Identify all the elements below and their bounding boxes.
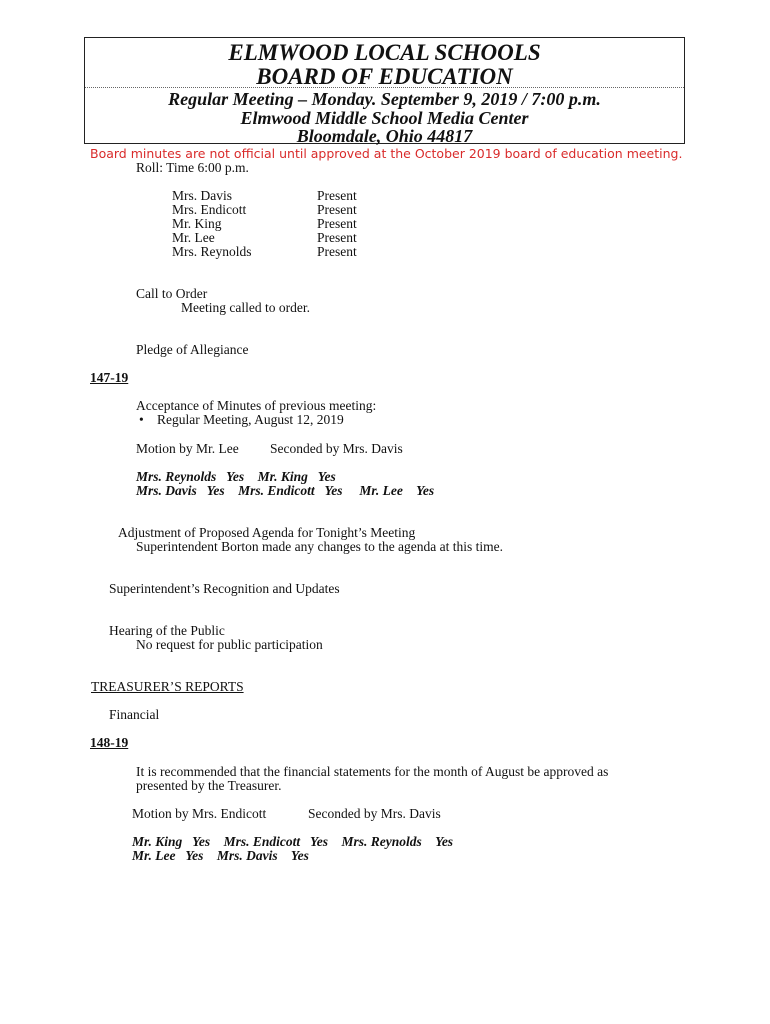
- hearing-text: No request for public participation: [136, 637, 323, 652]
- bullet-icon: •: [139, 412, 144, 427]
- vote-148-line-1: Mr. King Yes Mrs. Endicott Yes Mrs. Reynolds Yes: [132, 834, 454, 849]
- second-147: Seconded by Mrs. Davis: [270, 441, 403, 456]
- title-line-1: ELMWOOD LOCAL SCHOOLS: [228, 40, 541, 65]
- treasurer-heading: TREASURER’S REPORTS: [91, 679, 244, 694]
- header-divider: [85, 87, 684, 88]
- superintendent-heading: Superintendent’s Recognition and Updates: [109, 581, 340, 596]
- agenda-text: Superintendent Borton made any changes to the agenda at this time.: [136, 539, 504, 554]
- item-number-148: 148-19: [90, 735, 129, 750]
- minutes-acceptance-heading: Acceptance of Minutes of previous meeting:: [136, 398, 377, 413]
- roll-member-status: Present: [317, 230, 357, 245]
- financial-subheading: Financial: [109, 707, 160, 722]
- city-line: Bloomdale, Ohio 44817: [296, 126, 473, 146]
- financial-recommendation-line-2: presented by the Treasurer.: [136, 778, 282, 793]
- minutes-bullet-text: Regular Meeting, August 12, 2019: [157, 412, 344, 427]
- roll-member-status: Present: [317, 216, 357, 231]
- vote-147-line-1: Mrs. Reynolds Yes Mr. King Yes: [136, 469, 336, 484]
- second-148: Seconded by Mrs. Davis: [308, 806, 441, 821]
- roll-member-status: Present: [317, 244, 357, 259]
- roll-member-status: Present: [317, 188, 357, 203]
- financial-recommendation-line-1: It is recommended that the financial statements for the month of August be approved as: [136, 764, 609, 779]
- roll-member-name: Mrs. Davis: [172, 188, 232, 203]
- agenda-heading: Adjustment of Proposed Agenda for Tonight’s Meeting: [118, 525, 416, 540]
- roll-member-name: Mrs. Reynolds: [172, 244, 252, 259]
- roll-member-name: Mrs. Endicott: [172, 202, 247, 217]
- motion-147: Motion by Mr. Lee: [136, 441, 239, 456]
- title-line-2: BOARD OF EDUCATION: [256, 64, 513, 89]
- location-line: Elmwood Middle School Media Center: [240, 108, 529, 128]
- vote-147-line-2: Mrs. Davis Yes Mrs. Endicott Yes Mr. Lee Yes: [136, 483, 435, 498]
- approval-notice: Board minutes are not official until approved at the October 2019 board of education meeting.: [90, 146, 683, 161]
- call-to-order-heading: Call to Order: [136, 286, 208, 301]
- item-number-147: 147-19: [90, 370, 129, 385]
- header-box: [84, 37, 685, 144]
- hearing-heading: Hearing of the Public: [109, 623, 225, 638]
- pledge-heading: Pledge of Allegiance: [136, 342, 249, 357]
- call-to-order-text: Meeting called to order.: [181, 300, 310, 315]
- roll-member-name: Mr. Lee: [172, 230, 215, 245]
- vote-148-line-2: Mr. Lee Yes Mrs. Davis Yes: [132, 848, 309, 863]
- roll-member-name: Mr. King: [172, 216, 222, 231]
- motion-148: Motion by Mrs. Endicott: [132, 806, 267, 821]
- roll-label: Roll: Time 6:00 p.m.: [136, 160, 249, 175]
- meeting-line: Regular Meeting – Monday. September 9, 2019 / 7:00 p.m.: [168, 89, 601, 109]
- roll-member-status: Present: [317, 202, 357, 217]
